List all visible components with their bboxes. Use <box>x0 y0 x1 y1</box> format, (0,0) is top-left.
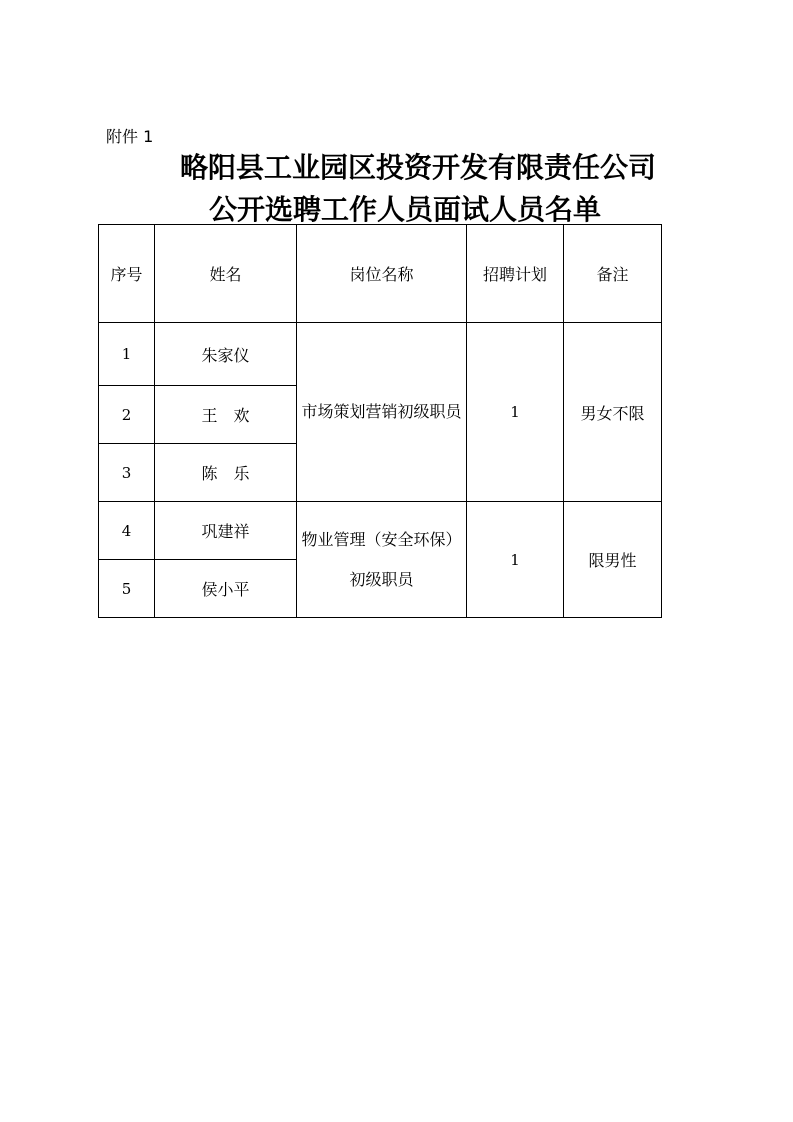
table-row <box>99 502 662 560</box>
header-name: 姓名 <box>155 225 297 323</box>
table-row <box>99 323 662 386</box>
interview-roster-table <box>98 224 662 618</box>
name-cell: 朱家仪 <box>155 323 297 386</box>
header-plan: 招聘计划 <box>467 225 564 323</box>
plan-cell: 1 <box>467 502 564 618</box>
seq-cell: 5 <box>99 560 155 618</box>
header-seq: 序号 <box>99 225 155 323</box>
note-cell: 限男性 <box>564 502 662 618</box>
position-cell: 市场策划营销初级职员 <box>297 323 467 502</box>
header-note: 备注 <box>564 225 662 323</box>
name-cell: 陈 乐 <box>155 444 297 502</box>
header-position: 岗位名称 <box>297 225 467 323</box>
name-cell: 侯小平 <box>155 560 297 618</box>
seq-cell: 1 <box>99 323 155 386</box>
seq-cell: 4 <box>99 502 155 560</box>
plan-cell: 1 <box>467 323 564 502</box>
name-cell: 王 欢 <box>155 386 297 444</box>
attachment-label: 附件 1 <box>106 127 154 146</box>
document-title-line-2: 公开选聘工作人员面试人员名单 <box>208 193 601 226</box>
position-cell: 物业管理（安全环保）初级职员 <box>297 502 467 618</box>
name-cell: 巩建祥 <box>155 502 297 560</box>
note-cell: 男女不限 <box>564 323 662 502</box>
table-header-row <box>99 225 662 323</box>
seq-cell: 3 <box>99 444 155 502</box>
document-title-line-1: 略阳县工业园区投资开发有限责任公司 <box>179 151 656 184</box>
seq-cell: 2 <box>99 386 155 444</box>
